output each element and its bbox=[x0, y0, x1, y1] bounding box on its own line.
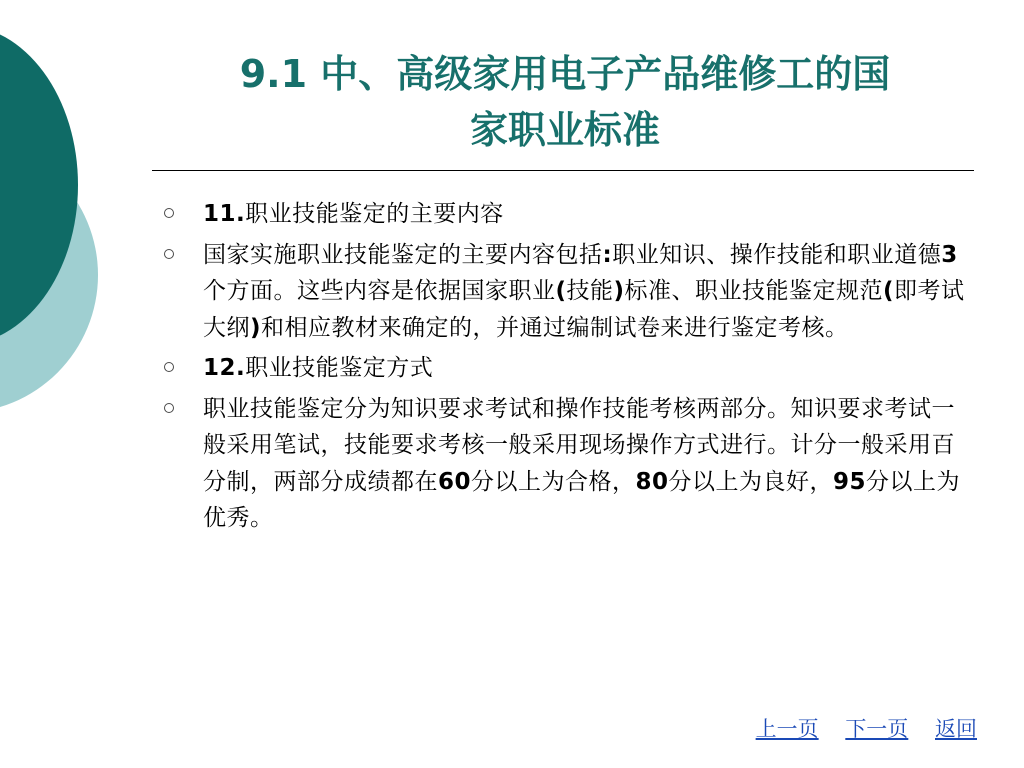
bullet-item bbox=[163, 237, 973, 347]
bullet-text bbox=[203, 350, 973, 387]
bullet-text bbox=[203, 391, 973, 537]
text-run: 和相应教材来确定的，并通过编制试卷来进行鉴定考核。 bbox=[261, 314, 849, 341]
slide-navigation bbox=[736, 713, 977, 743]
bullet-marker-icon bbox=[164, 249, 174, 259]
bullet-list bbox=[163, 196, 973, 541]
bold-run: 60 bbox=[438, 468, 472, 495]
bold-run: 80 bbox=[635, 468, 669, 495]
bold-run: ) bbox=[250, 314, 262, 341]
slide-title bbox=[150, 46, 980, 158]
bullet-text bbox=[203, 196, 973, 233]
bullet-marker-icon bbox=[164, 403, 174, 413]
text-run: 职业技能鉴定的主要内容 bbox=[245, 201, 504, 227]
text-run: 标准、职业技能鉴定规范 bbox=[624, 278, 884, 304]
bullet-item bbox=[163, 391, 973, 537]
title-divider bbox=[152, 170, 974, 171]
bold-run: 11. bbox=[203, 201, 246, 227]
bold-run: 3 bbox=[941, 241, 958, 268]
bullet-text bbox=[203, 237, 973, 347]
bold-run: 95 bbox=[833, 468, 867, 495]
back-link[interactable]: 返回 bbox=[935, 717, 977, 741]
text-run: 国家实施职业技能鉴定的主要内容包括 bbox=[203, 241, 603, 268]
bullet-item bbox=[163, 196, 973, 233]
slide-title-line-1: 9.1 中、高级家用电子产品维修工的国 bbox=[239, 52, 891, 96]
text-run: 技能 bbox=[566, 278, 614, 304]
next-page-link[interactable]: 下一页 bbox=[845, 717, 909, 741]
bullet-marker-icon bbox=[164, 208, 174, 218]
text-run: 分以上为合格， bbox=[471, 468, 636, 495]
bold-run: ) bbox=[613, 278, 625, 304]
text-run: 职业知识、操作技能和职业道德 bbox=[612, 241, 942, 268]
bold-run: ( bbox=[883, 278, 895, 304]
text-run: 个方面。这些内容是依据国家职业 bbox=[203, 278, 556, 304]
text-run: 分以上为优秀。 bbox=[203, 468, 961, 531]
text-run: 分以上为良好， bbox=[668, 468, 834, 495]
text-run: 即考试大纲 bbox=[203, 278, 965, 341]
prev-page-link[interactable]: 上一页 bbox=[755, 717, 819, 741]
bold-run: : bbox=[602, 241, 613, 268]
bold-run: ( bbox=[555, 278, 567, 304]
text-run: 职业技能鉴定分为知识要求考试和操作技能考核两部分。知识要求考试一般采用笔试，技能要求考核一般采用现场操作方式进行。计分一般采用百分制，两部分成绩都在 bbox=[203, 395, 955, 495]
text-run: 职业技能鉴定方式 bbox=[245, 355, 434, 381]
bullet-marker-icon bbox=[164, 362, 174, 372]
slide-title-line-2: 家职业标准 bbox=[469, 108, 660, 152]
decorative-circles bbox=[0, 0, 110, 420]
bullet-item bbox=[163, 350, 973, 387]
bold-run: 12. bbox=[203, 355, 246, 381]
